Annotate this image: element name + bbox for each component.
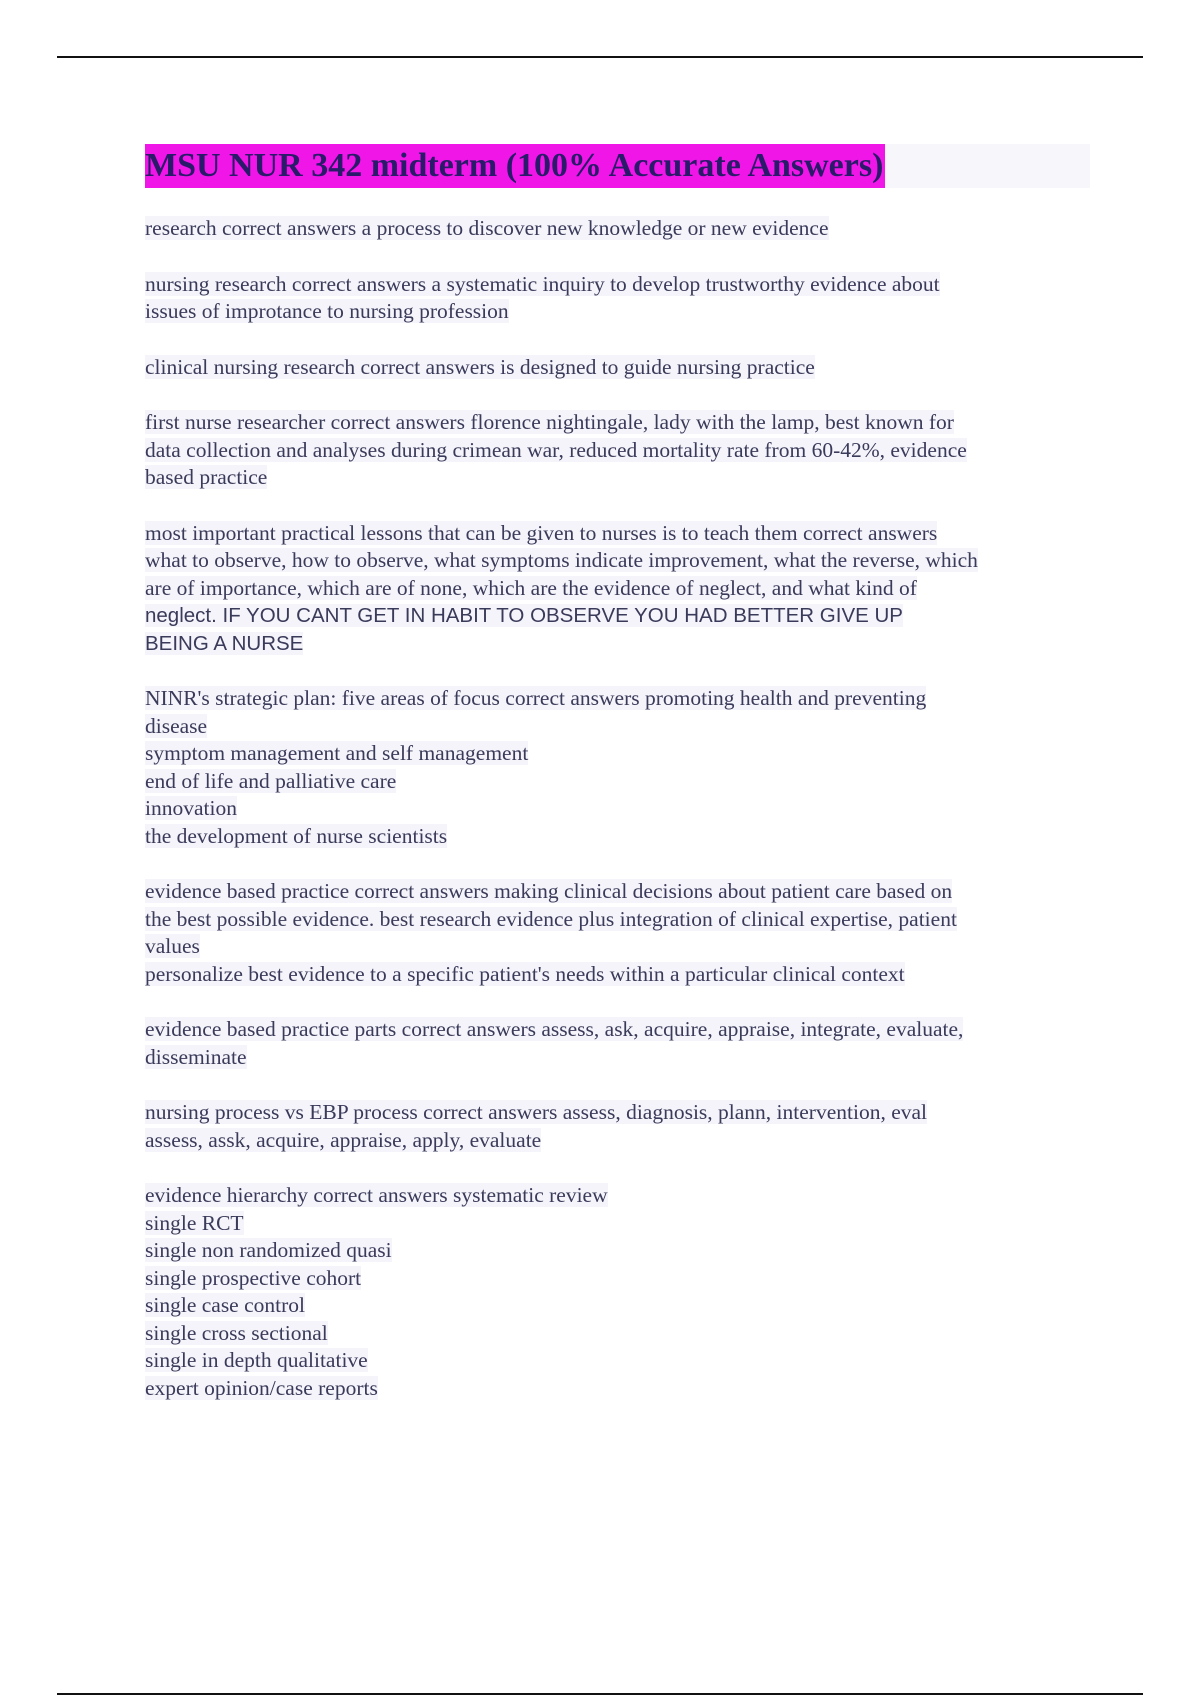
- qa-line-text: assess, assk, acquire, appraise, apply, evaluate: [145, 1127, 542, 1152]
- qa-entry-ebp-parts: [145, 1016, 1090, 1071]
- qa-line-text: single in depth qualitative: [145, 1348, 368, 1372]
- qa-line-text: NINR's strategic plan: five areas of focus correct answers promoting health and preventing: [145, 686, 927, 710]
- qa-line: [145, 547, 1090, 575]
- qa-line: [145, 464, 1090, 492]
- qa-line: [145, 1016, 1090, 1044]
- qa-line: [145, 1265, 1090, 1293]
- qa-line: [145, 1127, 1090, 1155]
- qa-line: [145, 740, 1090, 768]
- qa-entry-research: [145, 215, 1090, 243]
- qa-line: [145, 713, 1090, 741]
- qa-line-text: issues of improtance to nursing profession: [145, 299, 509, 323]
- qa-line: [145, 354, 1090, 382]
- document-body: [145, 144, 1090, 1430]
- qa-line: [145, 520, 1090, 548]
- qa-line: [145, 298, 1090, 326]
- qa-line-text: expert opinion/case reports: [145, 1375, 378, 1400]
- qa-entry-practical-lessons: [145, 520, 1090, 658]
- qa-line-text: end of life and palliative care: [145, 768, 397, 793]
- qa-line: [145, 1320, 1090, 1348]
- qa-line: [145, 437, 1090, 465]
- qa-line-text: most important practical lessons that can be given to nurses is to teach them correct answers: [145, 520, 938, 545]
- qa-entry-clinical-nursing-research: [145, 354, 1090, 382]
- top-rule: [57, 56, 1143, 58]
- qa-line: [145, 878, 1090, 906]
- title-bar: [145, 144, 1090, 188]
- qa-line-text: data collection and analyses during crimean war, reduced mortality rate from 60-42%, evidence: [145, 437, 967, 462]
- qa-line-text: neglect. IF YOU CANT GET IN HABIT TO OBSERVE YOU HAD BETTER GIVE UP: [145, 604, 903, 627]
- qa-line: [145, 1347, 1090, 1375]
- qa-line-text: clinical nursing research correct answers is designed to guide nursing practice: [145, 354, 815, 379]
- qa-line: [145, 1237, 1090, 1265]
- qa-line: [145, 575, 1090, 603]
- qa-list: [145, 215, 1090, 1402]
- qa-entry-evidence-hierarchy: [145, 1182, 1090, 1402]
- qa-line-text: are of importance, which are of none, which are the evidence of neglect, and what kind of: [145, 575, 917, 600]
- qa-line: [145, 215, 1090, 243]
- qa-line-text: based practice: [145, 465, 268, 489]
- qa-entry-ninr-strategic-plan: [145, 685, 1090, 850]
- qa-line-text: innovation: [145, 796, 237, 820]
- qa-line-text: single RCT: [145, 1210, 244, 1235]
- qa-line: [145, 1182, 1090, 1210]
- qa-line: [145, 768, 1090, 796]
- qa-line-text: evidence based practice correct answers making clinical decisions about patient care based on: [145, 879, 953, 903]
- qa-line: [145, 795, 1090, 823]
- qa-line-text: evidence hierarchy correct answers systematic review: [145, 1183, 608, 1207]
- qa-line: [145, 1044, 1090, 1072]
- qa-line-text: values: [145, 934, 200, 958]
- qa-line: [145, 823, 1090, 851]
- qa-line: [145, 933, 1090, 961]
- qa-line: [145, 685, 1090, 713]
- qa-line-text: single case control: [145, 1293, 306, 1317]
- qa-entry-first-nurse-researcher: [145, 409, 1090, 492]
- qa-entry-nursing-vs-ebp: [145, 1099, 1090, 1154]
- qa-line: [145, 1210, 1090, 1238]
- qa-line-text: the development of nurse scientists: [145, 823, 448, 848]
- qa-line: [145, 271, 1090, 299]
- qa-line-text: single non randomized quasi: [145, 1238, 392, 1262]
- qa-line-text: single cross sectional: [145, 1320, 328, 1345]
- qa-line-text: BEING A NURSE: [145, 631, 304, 655]
- qa-line-text: the best possible evidence. best research evidence plus integration of clinical expertise, patient: [145, 906, 957, 931]
- qa-line: [145, 1292, 1090, 1320]
- qa-line-text: symptom management and self management: [145, 741, 529, 765]
- qa-line: [145, 1099, 1090, 1127]
- qa-line-text: what to observe, how to observe, what symptoms indicate improvement, what the reverse, which: [145, 548, 978, 572]
- qa-entry-evidence-based-practice: [145, 878, 1090, 988]
- qa-line: [145, 1375, 1090, 1403]
- qa-line-text: evidence based practice parts correct answers assess, ask, acquire, appraise, integrate, evaluate,: [145, 1017, 964, 1041]
- qa-line-text: nursing process vs EBP process correct answers assess, diagnosis, plann, intervention, eval: [145, 1100, 927, 1124]
- qa-entry-nursing-research: [145, 271, 1090, 326]
- qa-line-text: single prospective cohort: [145, 1265, 362, 1290]
- qa-line-text: disseminate: [145, 1044, 247, 1069]
- qa-line: [145, 906, 1090, 934]
- qa-line-text: nursing research correct answers a systematic inquiry to develop trustworthy evidence about: [145, 271, 940, 296]
- qa-line: [145, 409, 1090, 437]
- qa-line: [145, 961, 1090, 989]
- qa-line-text: personalize best evidence to a specific patient's needs within a particular clinical context: [145, 961, 905, 986]
- qa-line-text: research correct answers a process to discover new knowledge or new evidence: [145, 216, 829, 240]
- qa-line: [145, 602, 1090, 630]
- qa-line: [145, 630, 1090, 658]
- bottom-rule: [57, 1693, 1143, 1695]
- qa-line-text: disease: [145, 713, 208, 738]
- document-title: MSU NUR 342 midterm (100% Accurate Answers): [145, 144, 885, 188]
- qa-line-text: first nurse researcher correct answers florence nightingale, lady with the lamp, best known for: [145, 410, 954, 434]
